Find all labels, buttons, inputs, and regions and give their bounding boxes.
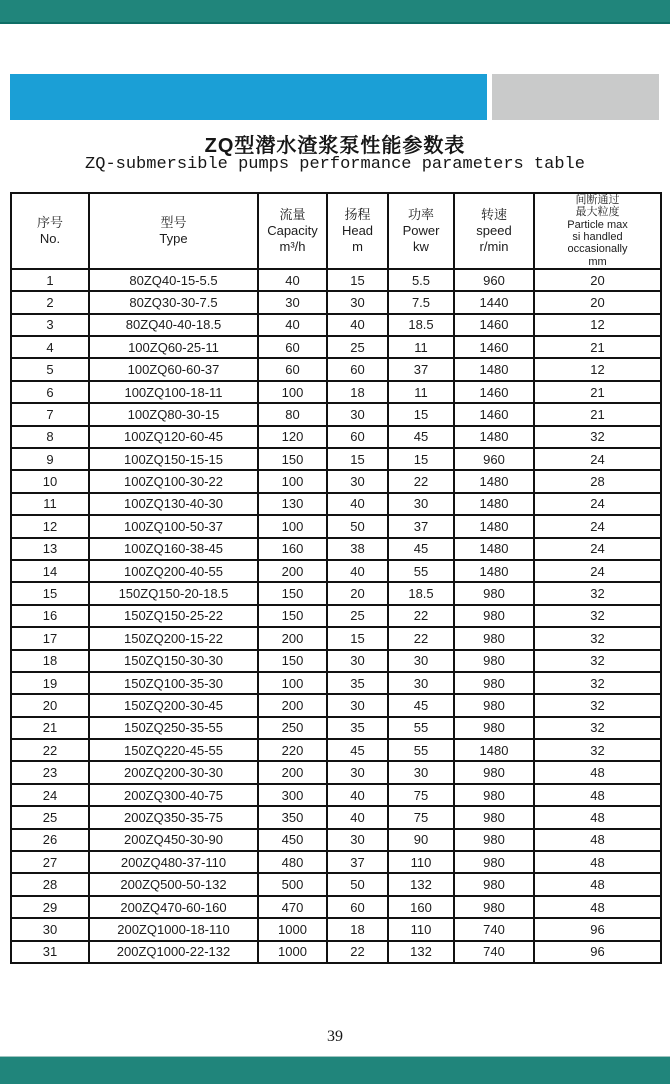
table-cell: 24 [534, 538, 661, 560]
table-cell: 25 [11, 806, 89, 828]
table-cell: 45 [388, 538, 454, 560]
table-cell: 980 [454, 605, 534, 627]
table-cell: 22 [327, 941, 388, 963]
table-cell: 30 [258, 291, 327, 313]
table-cell: 18 [327, 381, 388, 403]
table-cell: 18.5 [388, 582, 454, 604]
table-cell: 200ZQ470-60-160 [89, 896, 258, 918]
page-title-chinese: ZQ型潜水渣浆泵性能参数表 [204, 135, 466, 157]
table-cell: 48 [534, 761, 661, 783]
table-cell: 48 [534, 806, 661, 828]
table-cell: 23 [11, 761, 89, 783]
table-row [11, 918, 661, 940]
table-cell: 21 [11, 717, 89, 739]
table-cell: 22 [388, 470, 454, 492]
table-cell: 220 [258, 739, 327, 761]
table-cell: 20 [327, 582, 388, 604]
table-cell: 40 [258, 314, 327, 336]
table-cell: 40 [327, 560, 388, 582]
table-cell: 55 [388, 739, 454, 761]
table-cell: 21 [534, 381, 661, 403]
table-cell: 31 [11, 941, 89, 963]
table-cell: 2 [11, 291, 89, 313]
table-cell: 24 [534, 560, 661, 582]
table-cell: 150 [258, 605, 327, 627]
table-cell: 100ZQ120-60-45 [89, 426, 258, 448]
table-cell: 132 [388, 941, 454, 963]
table-cell: 4 [11, 336, 89, 358]
table-cell: 20 [534, 291, 661, 313]
table-cell: 150ZQ150-30-30 [89, 650, 258, 672]
table-cell: 21 [534, 336, 661, 358]
table-cell: 980 [454, 650, 534, 672]
table-cell: 500 [258, 873, 327, 895]
table-cell: 120 [258, 426, 327, 448]
table-row [11, 515, 661, 537]
table-cell: 200 [258, 627, 327, 649]
table-cell: 150ZQ150-25-22 [89, 605, 258, 627]
table-row [11, 605, 661, 627]
header-row [11, 193, 661, 269]
table-cell: 100ZQ160-38-45 [89, 538, 258, 560]
table-cell: 200ZQ500-50-132 [89, 873, 258, 895]
table-cell: 27 [11, 851, 89, 873]
table-row [11, 627, 661, 649]
table-cell: 250 [258, 717, 327, 739]
table-cell: 24 [534, 515, 661, 537]
table-cell: 100 [258, 381, 327, 403]
table-cell: 100ZQ200-40-55 [89, 560, 258, 582]
table-cell: 22 [11, 739, 89, 761]
table-cell: 12 [11, 515, 89, 537]
table-cell: 28 [534, 470, 661, 492]
table-cell: 40 [327, 784, 388, 806]
page-number: 39 [327, 1028, 343, 1045]
table-cell: 11 [388, 336, 454, 358]
table-cell: 22 [388, 605, 454, 627]
table-cell: 100 [258, 470, 327, 492]
table-cell: 16 [11, 605, 89, 627]
table-cell: 32 [534, 694, 661, 716]
table-cell: 15 [11, 582, 89, 604]
table-row [11, 739, 661, 761]
table-cell: 60 [327, 358, 388, 380]
page-title-english: ZQ-submersible pumps performance parameters table [85, 155, 585, 174]
table-cell: 29 [11, 896, 89, 918]
table-cell: 50 [327, 515, 388, 537]
table-cell: 32 [534, 627, 661, 649]
table-row [11, 873, 661, 895]
table-cell: 32 [534, 582, 661, 604]
table-cell: 80ZQ40-40-18.5 [89, 314, 258, 336]
table-cell: 38 [327, 538, 388, 560]
table-body [11, 269, 661, 963]
table-cell: 980 [454, 829, 534, 851]
table-cell: 48 [534, 896, 661, 918]
table-cell: 30 [327, 403, 388, 425]
table-row [11, 694, 661, 716]
table-cell: 5.5 [388, 269, 454, 291]
table-cell: 25 [327, 605, 388, 627]
table-cell: 60 [327, 896, 388, 918]
table-cell: 48 [534, 873, 661, 895]
table-cell: 37 [388, 358, 454, 380]
table-cell: 100ZQ130-40-30 [89, 493, 258, 515]
table-cell: 60 [258, 336, 327, 358]
table-cell: 30 [388, 650, 454, 672]
column-header: 型号 Type [89, 193, 258, 269]
table-cell: 60 [327, 426, 388, 448]
table-cell: 1480 [454, 739, 534, 761]
table-cell: 30 [327, 829, 388, 851]
table-cell: 132 [388, 873, 454, 895]
table-cell: 110 [388, 851, 454, 873]
table-cell: 1480 [454, 470, 534, 492]
table-cell: 40 [327, 314, 388, 336]
table-row [11, 269, 661, 291]
table-row [11, 470, 661, 492]
table-cell: 980 [454, 672, 534, 694]
table-cell: 20 [534, 269, 661, 291]
table-cell: 160 [258, 538, 327, 560]
table-cell: 80ZQ30-30-7.5 [89, 291, 258, 313]
table-cell: 11 [388, 381, 454, 403]
table-row [11, 403, 661, 425]
table-cell: 740 [454, 918, 534, 940]
table-header [11, 193, 661, 269]
column-header: 序号 No. [11, 193, 89, 269]
table-row [11, 761, 661, 783]
table-cell: 740 [454, 941, 534, 963]
table-cell: 200ZQ300-40-75 [89, 784, 258, 806]
table-cell: 100ZQ100-18-11 [89, 381, 258, 403]
table-cell: 32 [534, 739, 661, 761]
table-cell: 960 [454, 269, 534, 291]
table-cell: 32 [534, 650, 661, 672]
table-cell: 450 [258, 829, 327, 851]
table-cell: 30 [327, 650, 388, 672]
table-cell: 350 [258, 806, 327, 828]
table-cell: 26 [11, 829, 89, 851]
table-cell: 100ZQ100-30-22 [89, 470, 258, 492]
table-cell: 30 [388, 672, 454, 694]
table-cell: 9 [11, 448, 89, 470]
table-cell: 160 [388, 896, 454, 918]
table-cell: 150ZQ250-35-55 [89, 717, 258, 739]
table-cell: 980 [454, 784, 534, 806]
table-cell: 980 [454, 873, 534, 895]
table-cell: 150ZQ150-20-18.5 [89, 582, 258, 604]
table-cell: 55 [388, 717, 454, 739]
table-cell: 1440 [454, 291, 534, 313]
table-cell: 8 [11, 426, 89, 448]
table-cell: 13 [11, 538, 89, 560]
table-cell: 24 [534, 493, 661, 515]
table-cell: 5 [11, 358, 89, 380]
table-cell: 150 [258, 448, 327, 470]
table-cell: 60 [258, 358, 327, 380]
table-row [11, 829, 661, 851]
table-cell: 150ZQ200-30-45 [89, 694, 258, 716]
column-header: 流量 Capacity m³/h [258, 193, 327, 269]
table-cell: 35 [327, 717, 388, 739]
table-cell: 7.5 [388, 291, 454, 313]
table-cell: 96 [534, 941, 661, 963]
table-cell: 980 [454, 806, 534, 828]
banner-row [10, 74, 660, 120]
table-cell: 21 [534, 403, 661, 425]
table-cell: 30 [327, 291, 388, 313]
table-cell: 3 [11, 314, 89, 336]
table-cell: 35 [327, 672, 388, 694]
table-cell: 200ZQ350-35-75 [89, 806, 258, 828]
table-cell: 18.5 [388, 314, 454, 336]
table-cell: 100 [258, 672, 327, 694]
table-cell: 980 [454, 851, 534, 873]
table-cell: 1 [11, 269, 89, 291]
table-row [11, 851, 661, 873]
column-header: 间断通过 最大粒度 Particle max si handled occasionally mm [534, 193, 661, 269]
table-cell: 480 [258, 851, 327, 873]
table-cell: 100ZQ60-60-37 [89, 358, 258, 380]
table-row [11, 717, 661, 739]
table-cell: 25 [327, 336, 388, 358]
table-cell: 28 [11, 873, 89, 895]
performance-parameters-table [10, 192, 662, 964]
column-header: 功率 Power kw [388, 193, 454, 269]
table-cell: 1480 [454, 538, 534, 560]
table-row [11, 291, 661, 313]
table-row [11, 493, 661, 515]
table-cell: 1460 [454, 381, 534, 403]
table-cell: 6 [11, 381, 89, 403]
table-row [11, 336, 661, 358]
table-cell: 11 [11, 493, 89, 515]
table-cell: 1480 [454, 358, 534, 380]
table-cell: 200 [258, 560, 327, 582]
table-cell: 15 [327, 269, 388, 291]
table-cell: 30 [327, 470, 388, 492]
table-cell: 1000 [258, 941, 327, 963]
column-header: 扬程 Head m [327, 193, 388, 269]
table-cell: 24 [534, 448, 661, 470]
table-cell: 30 [327, 694, 388, 716]
table-row [11, 784, 661, 806]
table-cell: 18 [11, 650, 89, 672]
table-cell: 200 [258, 761, 327, 783]
table-row [11, 381, 661, 403]
table-cell: 40 [327, 493, 388, 515]
table-row [11, 314, 661, 336]
table-cell: 37 [327, 851, 388, 873]
table-cell: 100 [258, 515, 327, 537]
table-cell: 19 [11, 672, 89, 694]
table-cell: 24 [11, 784, 89, 806]
table-cell: 1480 [454, 560, 534, 582]
bottom-teal-bar [0, 1056, 670, 1084]
table-row [11, 806, 661, 828]
table-cell: 10 [11, 470, 89, 492]
table-cell: 980 [454, 761, 534, 783]
table-cell: 75 [388, 806, 454, 828]
table-cell: 17 [11, 627, 89, 649]
table-cell: 1480 [454, 515, 534, 537]
table-cell: 50 [327, 873, 388, 895]
table-cell: 1480 [454, 426, 534, 448]
table-cell: 32 [534, 672, 661, 694]
table-row [11, 582, 661, 604]
blue-banner [10, 74, 487, 120]
table-cell: 1460 [454, 336, 534, 358]
table-cell: 150 [258, 650, 327, 672]
table-cell: 20 [11, 694, 89, 716]
table-cell: 200ZQ480-37-110 [89, 851, 258, 873]
table-cell: 80ZQ40-15-5.5 [89, 269, 258, 291]
table-cell: 40 [327, 806, 388, 828]
table-cell: 7 [11, 403, 89, 425]
table-cell: 200ZQ200-30-30 [89, 761, 258, 783]
table-cell: 37 [388, 515, 454, 537]
table-cell: 150ZQ100-35-30 [89, 672, 258, 694]
table-cell: 1480 [454, 493, 534, 515]
table-cell: 30 [388, 493, 454, 515]
table-cell: 110 [388, 918, 454, 940]
table-cell: 980 [454, 582, 534, 604]
table-cell: 32 [534, 717, 661, 739]
table-cell: 1460 [454, 403, 534, 425]
table-cell: 48 [534, 829, 661, 851]
table-cell: 980 [454, 694, 534, 716]
table-cell: 12 [534, 358, 661, 380]
table-cell: 55 [388, 560, 454, 582]
table-cell: 100ZQ60-25-11 [89, 336, 258, 358]
table-cell: 200 [258, 694, 327, 716]
table-row [11, 896, 661, 918]
table-cell: 960 [454, 448, 534, 470]
table-cell: 980 [454, 896, 534, 918]
top-teal-bar [0, 0, 670, 24]
table-cell: 48 [534, 851, 661, 873]
column-header: 转速 speed r/min [454, 193, 534, 269]
gray-banner [492, 74, 659, 120]
table-row [11, 650, 661, 672]
table-cell: 200ZQ1000-22-132 [89, 941, 258, 963]
table-cell: 30 [11, 918, 89, 940]
table-cell: 18 [327, 918, 388, 940]
table-cell: 15 [388, 403, 454, 425]
table-cell: 100ZQ100-50-37 [89, 515, 258, 537]
table-row [11, 560, 661, 582]
table-cell: 100ZQ80-30-15 [89, 403, 258, 425]
table-cell: 75 [388, 784, 454, 806]
table-row [11, 448, 661, 470]
table-cell: 45 [327, 739, 388, 761]
table-cell: 980 [454, 627, 534, 649]
table-cell: 15 [388, 448, 454, 470]
table-cell: 130 [258, 493, 327, 515]
table-row [11, 672, 661, 694]
table-cell: 150 [258, 582, 327, 604]
table-cell: 32 [534, 426, 661, 448]
table-cell: 30 [388, 761, 454, 783]
table-cell: 150ZQ200-15-22 [89, 627, 258, 649]
table-cell: 1000 [258, 918, 327, 940]
table-cell: 48 [534, 784, 661, 806]
table-cell: 32 [534, 605, 661, 627]
table-cell: 14 [11, 560, 89, 582]
table-cell: 200ZQ450-30-90 [89, 829, 258, 851]
table-cell: 12 [534, 314, 661, 336]
table-row [11, 941, 661, 963]
table-cell: 80 [258, 403, 327, 425]
table-row [11, 426, 661, 448]
table-cell: 22 [388, 627, 454, 649]
table-cell: 40 [258, 269, 327, 291]
table-cell: 100ZQ150-15-15 [89, 448, 258, 470]
table-cell: 1460 [454, 314, 534, 336]
table-cell: 15 [327, 627, 388, 649]
table-cell: 15 [327, 448, 388, 470]
table-cell: 45 [388, 694, 454, 716]
table-row [11, 358, 661, 380]
table-cell: 470 [258, 896, 327, 918]
table-cell: 45 [388, 426, 454, 448]
table-row [11, 538, 661, 560]
table-cell: 96 [534, 918, 661, 940]
table-cell: 980 [454, 717, 534, 739]
table-cell: 30 [327, 761, 388, 783]
table-cell: 300 [258, 784, 327, 806]
table-cell: 200ZQ1000-18-110 [89, 918, 258, 940]
table-cell: 90 [388, 829, 454, 851]
table-cell: 150ZQ220-45-55 [89, 739, 258, 761]
